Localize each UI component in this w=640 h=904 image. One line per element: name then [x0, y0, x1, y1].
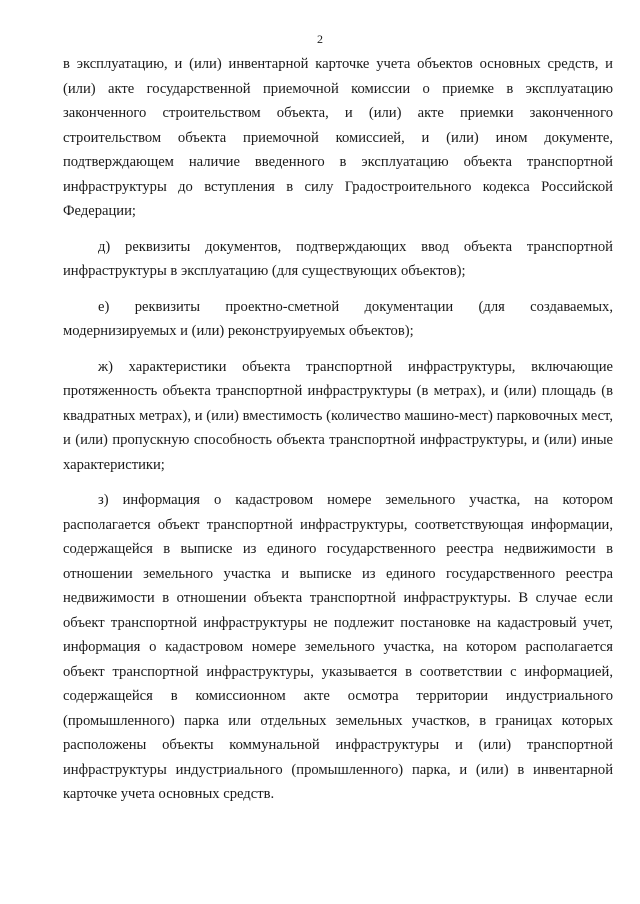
paragraph-item-d: д) реквизиты документов, подтверждающих ввод объекта транспортной инфраструктуры в эксплуатацию (для существующих объектов);: [63, 238, 613, 279]
paragraph-item-z: з) информация о кадастровом номере земельного участка, на котором располагается объект транспортной инфраструктуры, соответствующая информации, содержащейся в выписке из единого государственного реестра недвижимости в отношении земельного участка и выписке из единого государственного реестра недвижимости в отношении объекта транспортной инфраструктуры. В случае если объект транспортной инфраструктуры не подлежит постановке на кадастровый учет, информация о кадастровом номере земельного участка, на котором располагается объект транспортной инфраструктуры, указывается в соответствии с информацией, содержащейся в комиссионном акте осмотра территории индустриального (промышленного) парка или отдельных земельных участков, в границах которых расположены объекты коммунальной инфраструктуры и (или) транспортной инфраструктуры индустриального (промышленного) парка, и (или) в инвентарной карточке учета основных средств.: [63, 492, 613, 802]
page-number: 2: [317, 32, 323, 46]
paragraph-item-e: е) реквизиты проектно-сметной документации (для создаваемых, модернизируемых и (или) реконструируемых объектов);: [63, 298, 613, 339]
document-body: [63, 52, 613, 807]
paragraph-item-zh: ж) характеристики объекта транспортной инфраструктуры, включающие протяженность объекта транспортной инфраструктуры (в метрах), и (или) площадь (в квадратных метрах), и (или) вместимость (количество машино-мест) парковочных мест, и (или) пропускную способность объекта транспортной инфраструктуры, и (или) иные характеристики;: [63, 358, 613, 473]
paragraph-continuation: в эксплуатацию, и (или) инвентарной карточке учета объектов основных средств, и (или) акте государственной приемочной комиссии о приемке в эксплуатацию законченного строительством объекта, и (или) акте приемки законченного строительством объекта приемочной комиссией, и (или) ином документе, подтверждающем наличие введенного в эксплуатацию объекта транспортной инфраструктуры до вступления в силу Градостроительного кодекса Российской Федерации;: [63, 56, 613, 219]
